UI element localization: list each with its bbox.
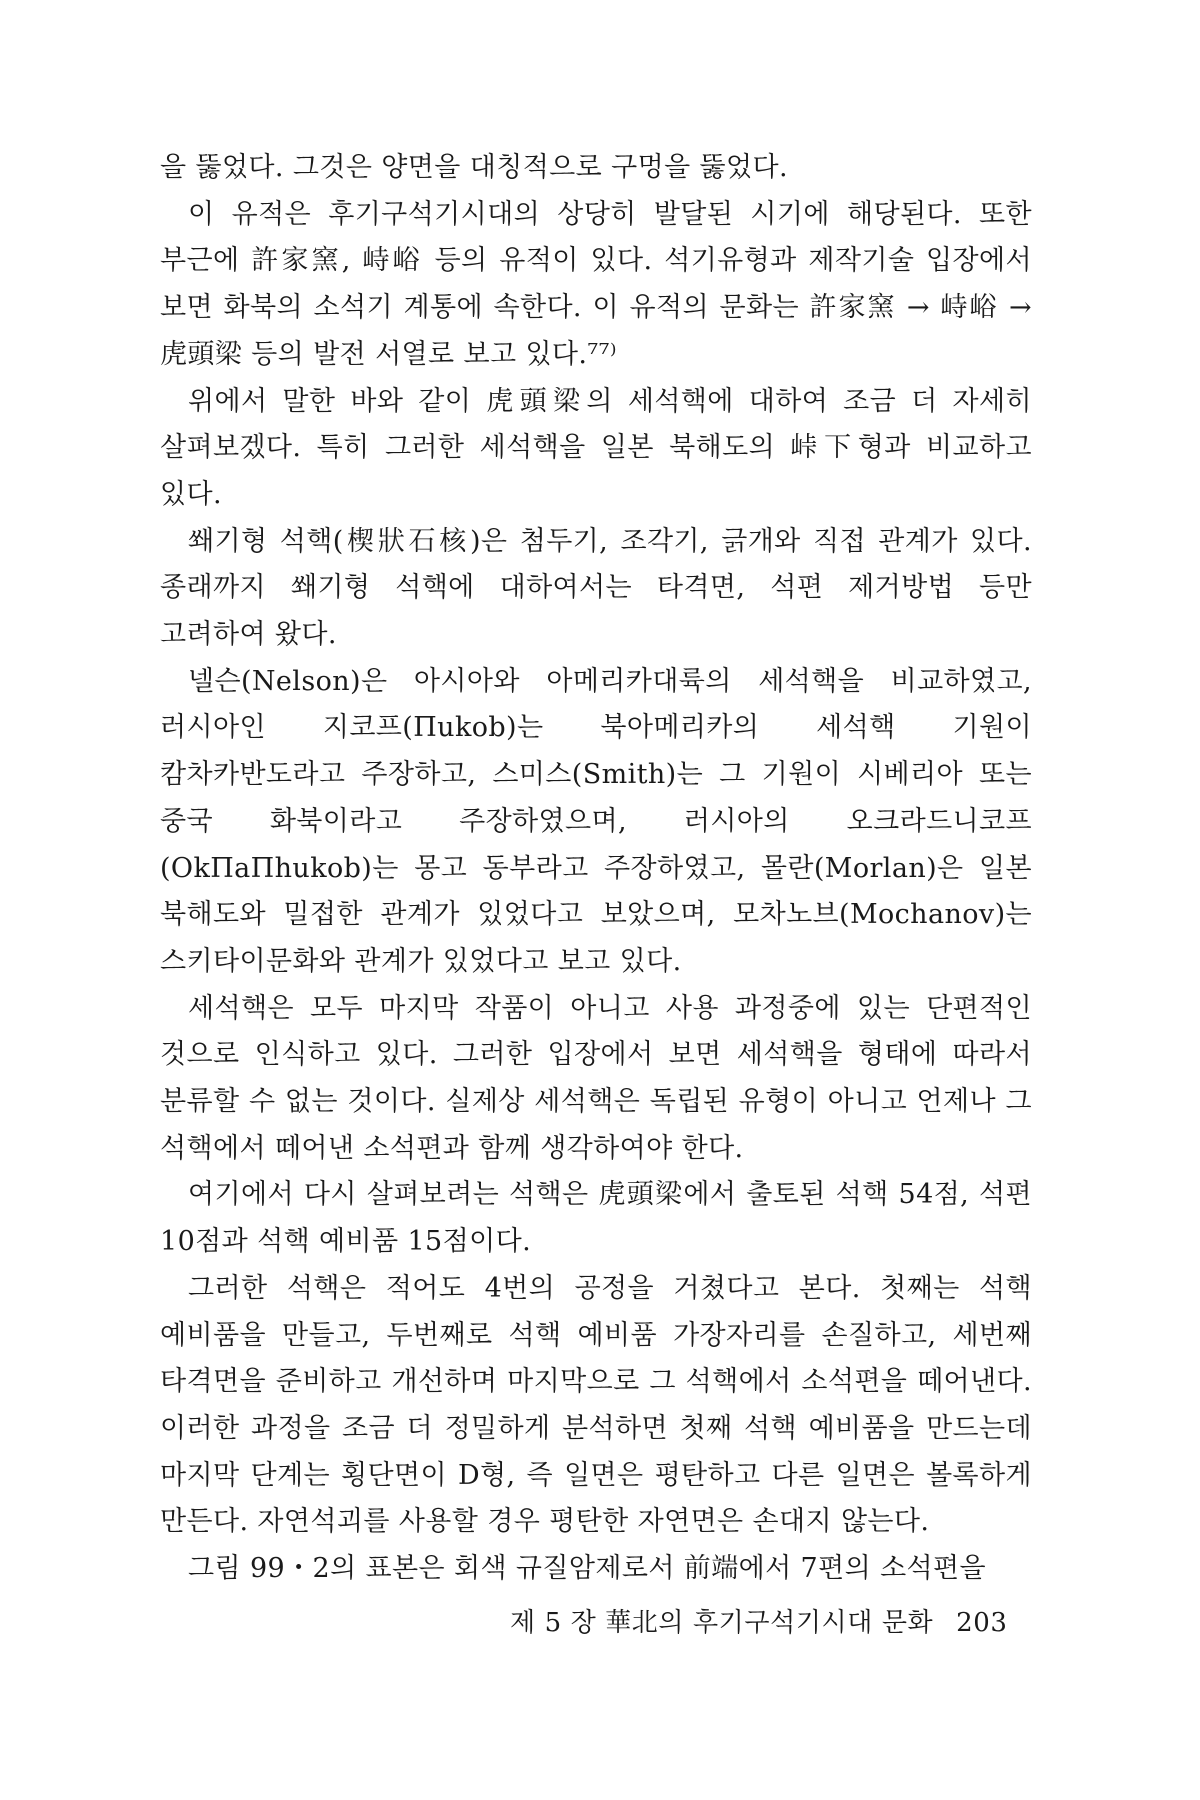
body-text — [160, 145, 1032, 1593]
paragraph-6: 세석핵은 모두 마지막 작품이 아니고 사용 과정중에 있는 단편적인 것으로 인식하고 있다. 그러한 입장에서 보면 세석핵을 형태에 따라서 분류할 수 없는 것이다. 실제상 세석핵은 독립된 유형이 아니고 언제나 그 석핵에서 떼어낸 소석편과 함께 생각하여야 한다. — [160, 992, 1032, 1164]
paragraph-9: 그림 99・2의 표본은 회색 규질암제로서 前端에서 7편의 소석편을 — [188, 1553, 986, 1585]
paragraph-3: 위에서 말한 바와 같이 虎頭梁의 세석핵에 대하여 조금 더 자세히 살펴보겠다. 특히 그러한 세석핵을 일본 북해도의 峠下형과 비교하고 있다. — [160, 385, 1032, 510]
paragraph-4: 쐐기형 석핵(楔狀石核)은 첨두기, 조각기, 긁개와 직접 관계가 있다. 종래까지 쐐기형 석핵에 대하여서는 타격면, 석편 제거방법 등만 고려하여 왔다. — [160, 525, 1032, 651]
paragraph-1: 을 뚫었다. 그것은 양면을 대칭적으로 구멍을 뚫었다. — [160, 152, 788, 183]
paragraph-2: 이 유적은 후기구석기시대의 상당히 발달된 시기에 해당된다. 또한 부근에 許家窯, 峙峪 등의 유적이 있다. 석기유형과 제작기술 입장에서 보면 화북의 소석기 계통에 속한다. 이 유적의 문화는 許家窯 → 峙峪 → 虎頭梁 등의 발전 서열로 보고 있다.⁷⁷⁾ — [160, 198, 1032, 370]
paragraph-7: 여기에서 다시 살펴보려는 석핵은 虎頭梁에서 출토된 석핵 54점, 석편 10점과 석핵 예비품 15점이다. — [160, 1179, 1033, 1258]
page-number: 203 — [956, 1608, 1008, 1638]
running-footer — [510, 1602, 1008, 1639]
paragraph-5: 넬슨(Nelson)은 아시아와 아메리카대륙의 세석핵을 비교하였고, 러시아인 지코프(Пukob)는 북아메리카의 세석핵 기원이 캄차카반도라고 주장하고, 스미스(Smith)는 그 기원이 시베리아 또는 중국 화북이라고 주장하였으며, 러시아의 오크라드니코프(OkПaПhukob)는 몽고 동부라고 주장하였고, 몰란(Morlan)은 일본 북해도와 밀접한 관계가 있었다고 보았으며, 모차노브(Mochanov)는 스키타이문화와 관계가 있었다고 보고 있다. — [160, 665, 1032, 977]
paragraph-8: 그러한 석핵은 적어도 4번의 공정을 거쳤다고 본다. 첫째는 석핵 예비품을 만들고, 두번째로 석핵 예비품 가장자리를 손질하고, 세번째 타격면을 준비하고 개선하며 마지막으로 그 석핵에서 소석편을 떼어낸다. 이러한 과정을 조금 더 정밀하게 분석하면 첫째 석핵 예비품을 만드는데 마지막 단계는 횡단면이 D형, 즉 일면은 평탄하고 다른 일면은 볼록하게 만든다. 자연석괴를 사용할 경우 평탄한 자연면은 손대지 않는다. — [160, 1272, 1032, 1538]
chapter-title: 제 5 장 華北의 후기구석기시대 문화 — [510, 1608, 934, 1638]
